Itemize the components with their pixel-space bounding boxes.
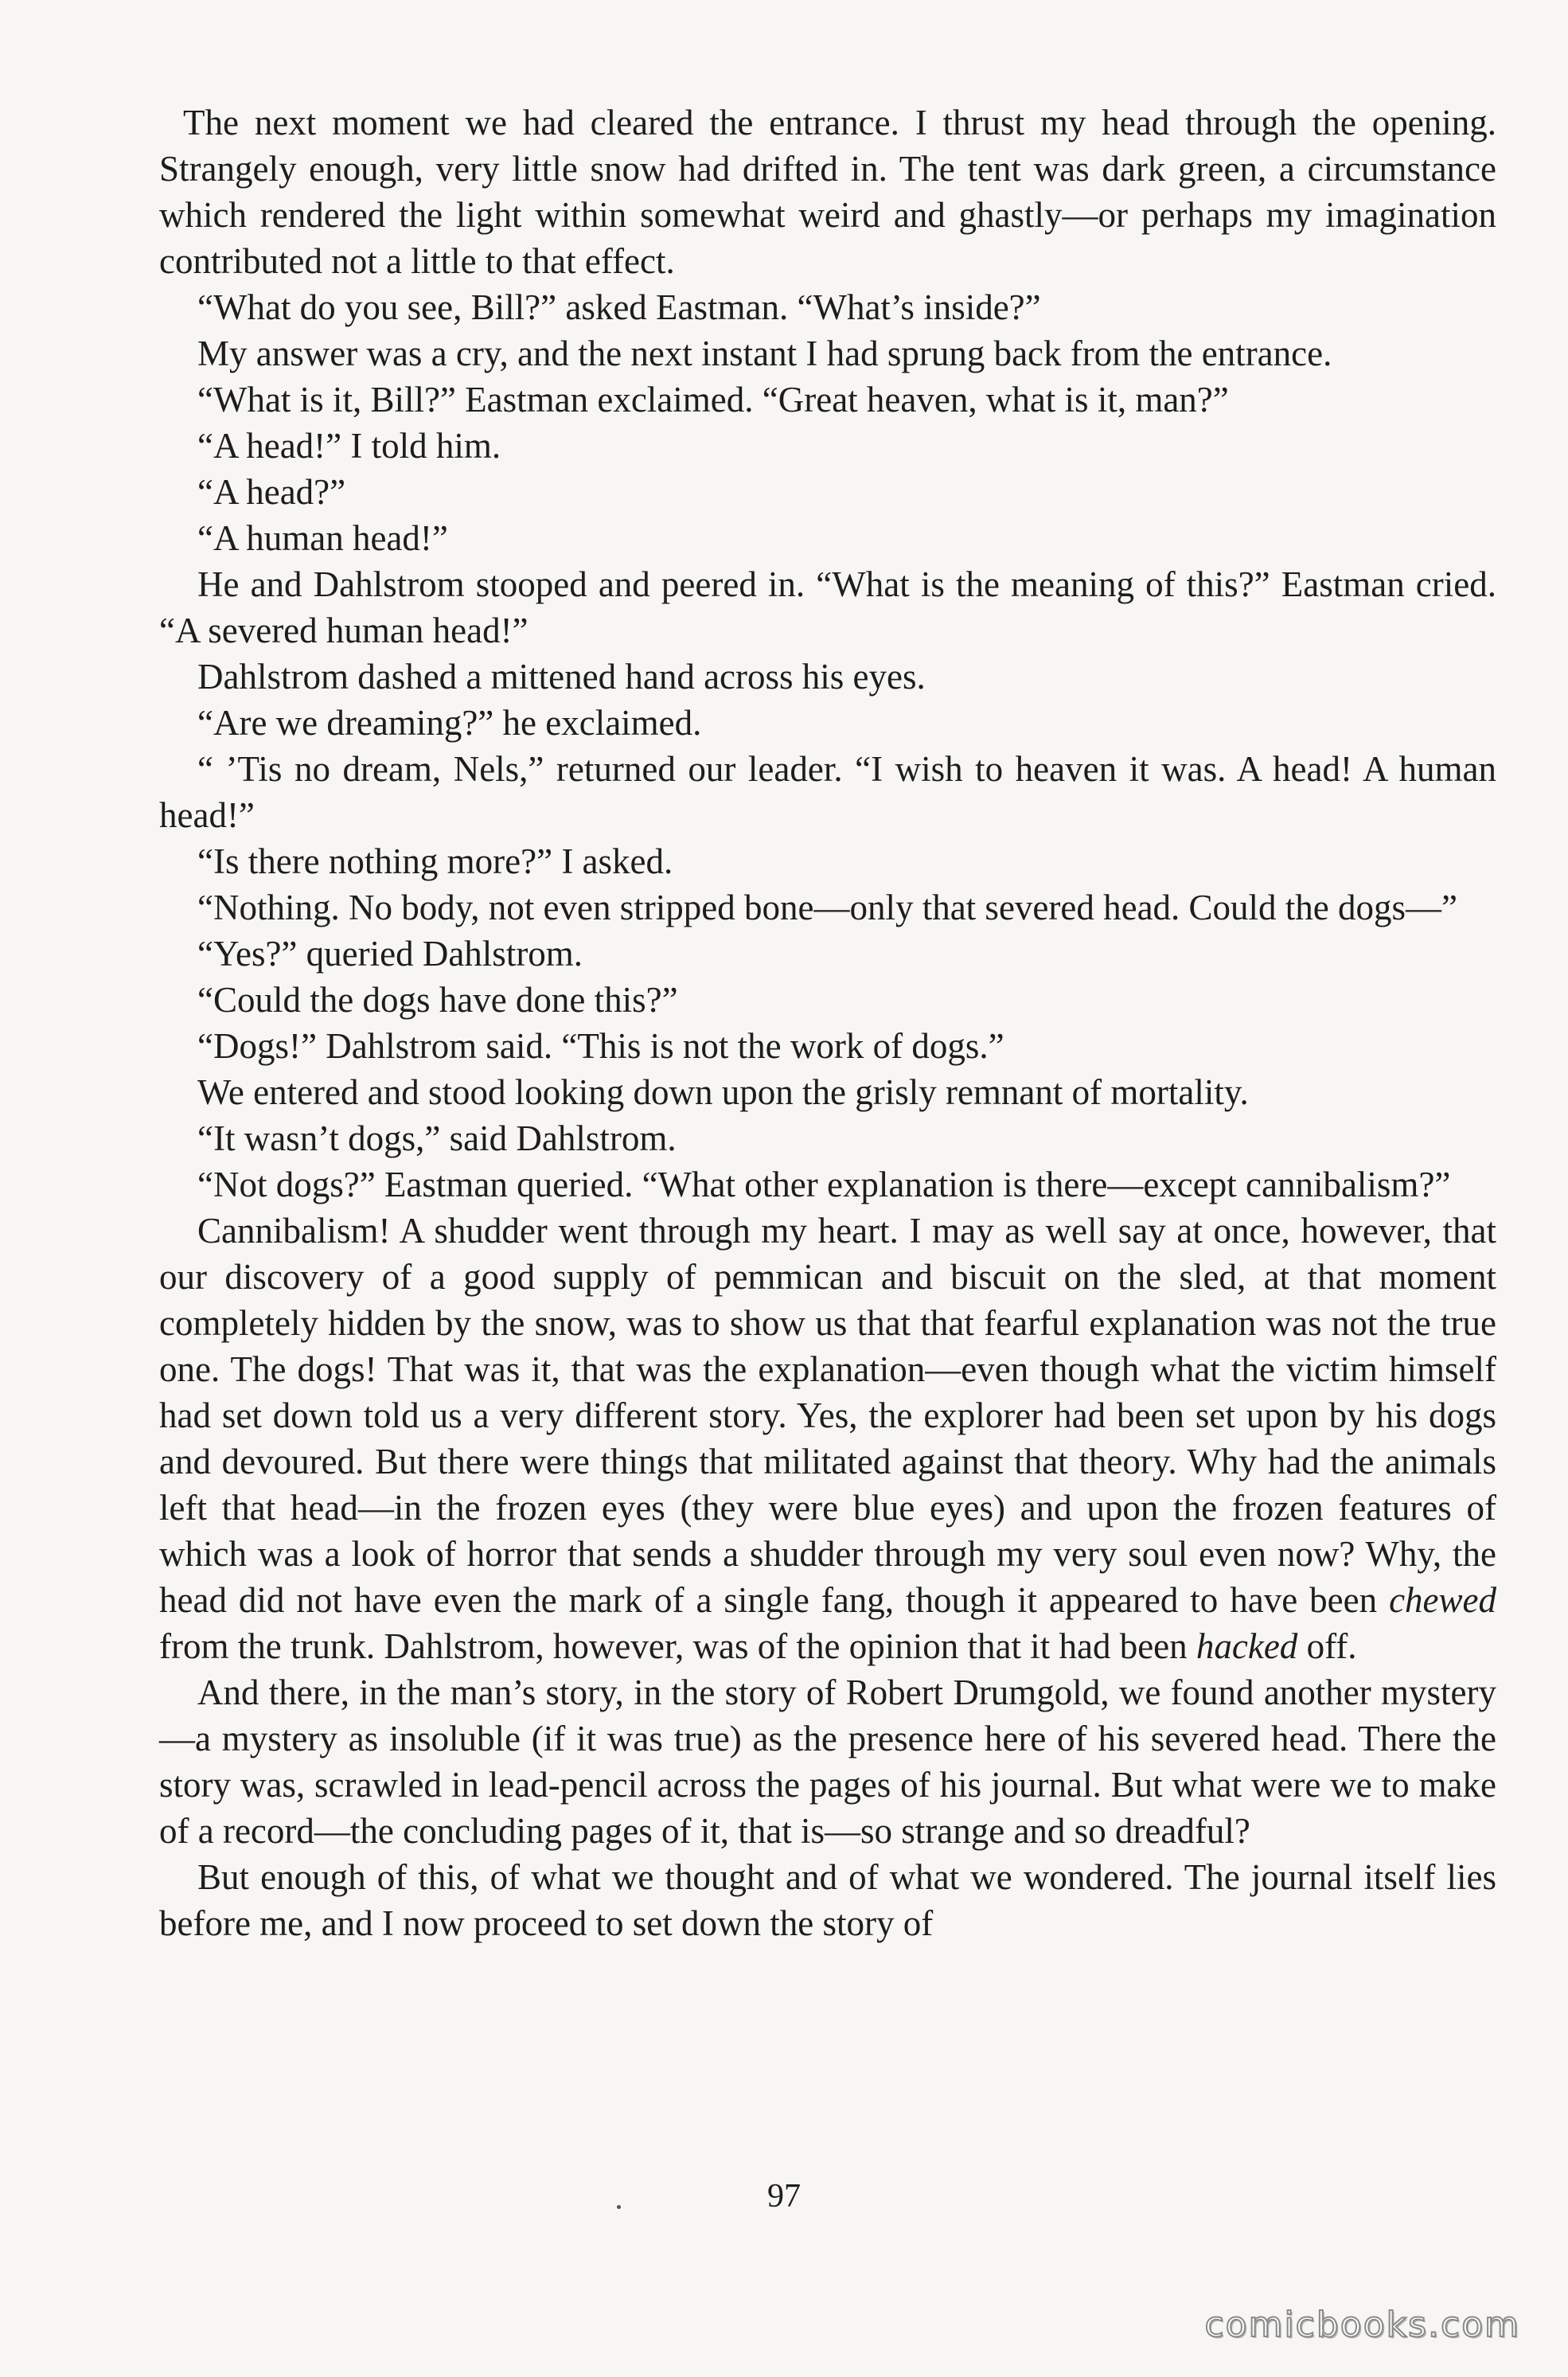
paragraph: “What do you see, Bill?” asked Eastman. “What’s inside?” [197,287,1041,327]
page-number: 97 [767,2178,801,2215]
italic-word-hacked: hacked [1196,1626,1298,1666]
paragraph: The next moment we had cleared the entrance. I thrust my head through the opening. Strangely enough, very little snow had drifted in. The tent was dark green, a circumstance which rendered the light within somewhat weird and ghastly—or perhaps my imagination contributed not a little to that effect. [159,103,1496,281]
paragraph: We entered and stood looking down upon the grisly remnant of mortality. [197,1072,1249,1112]
italic-word-chewed: chewed [1389,1580,1496,1620]
watermark-logo: comicbooks.com [1204,2305,1520,2345]
paragraph: And there, in the man’s story, in the story of Robert Drumgold, we found another mystery—a mystery as insoluble (if it was true) as the presence here of his severed head. There the story was, scrawled in lead-pencil across the pages of his journal. But what were we to make of a record—the concluding pages of it, that is—so strange and so dreadful? [159,1672,1496,1851]
paragraph-text: off. [1297,1626,1357,1666]
paragraph: He and Dahlstrom stooped and peered in. “What is the meaning of this?” Eastman cried. “A severed human head!” [159,564,1496,650]
paragraph: “A head?” [197,472,346,512]
paragraph: “A human head!” [197,518,448,558]
paragraph: “ ’Tis no dream, Nels,” returned our leader. “I wish to heaven it was. A head! A human head!” [159,749,1496,835]
paragraph: “Is there nothing more?” I asked. [197,841,673,881]
paragraph-text: from the trunk. Dahlstrom, however, was of the opinion that it had been [159,1626,1196,1666]
paragraph: “What is it, Bill?” Eastman exclaimed. “Great heaven, what is it, man?” [197,380,1229,420]
paragraph-text: Cannibalism! A shudder went through my heart. I may as well say at once, however, that our discovery of a good supply of pemmican and biscuit on the sled, at that moment completely hidden by the snow, was to show us that that fearful explanation was not the true one. The dogs! That was it, that was the explanation—even though what the victim himself had set down told us a very different story. Yes, the explorer had been set upon by his dogs and devoured. But there were things that militated against that theory. Why had the animals left that head—in the frozen eyes (they were blue eyes) and upon the frozen features of which was a look of horror that sends a shudder through my very soul even now? Why, the head did not have even the mark of a single fang, though it appeared to have been [159,1211,1496,1620]
page-body [159,100,1496,1946]
paragraph: “Not dogs?” Eastman queried. “What other explanation is there—except cannibalism?” [197,1165,1451,1204]
paragraph: “Dogs!” Dahlstrom said. “This is not the work of dogs.” [197,1026,1004,1066]
paragraph: My answer was a cry, and the next instant I had sprung back from the entrance. [197,334,1332,373]
paragraph: “Yes?” queried Dahlstrom. [197,934,583,974]
paragraph: “Are we dreaming?” he exclaimed. [197,703,702,743]
print-speck [617,2205,621,2209]
paragraph: But enough of this, of what we thought and of what we wondered. The journal itself lies before me, and I now proceed to set down the story of [159,1857,1496,1943]
paragraph: Dahlstrom dashed a mittened hand across his eyes. [197,657,926,697]
paragraph-cannibalism [159,1208,1496,1669]
paragraph: “It wasn’t dogs,” said Dahlstrom. [197,1118,677,1158]
paragraph: “Could the dogs have done this?” [197,980,678,1020]
paragraph: “Nothing. No body, not even stripped bone—only that severed head. Could the dogs—” [197,888,1458,927]
paragraph: “A head!” I told him. [197,426,501,466]
